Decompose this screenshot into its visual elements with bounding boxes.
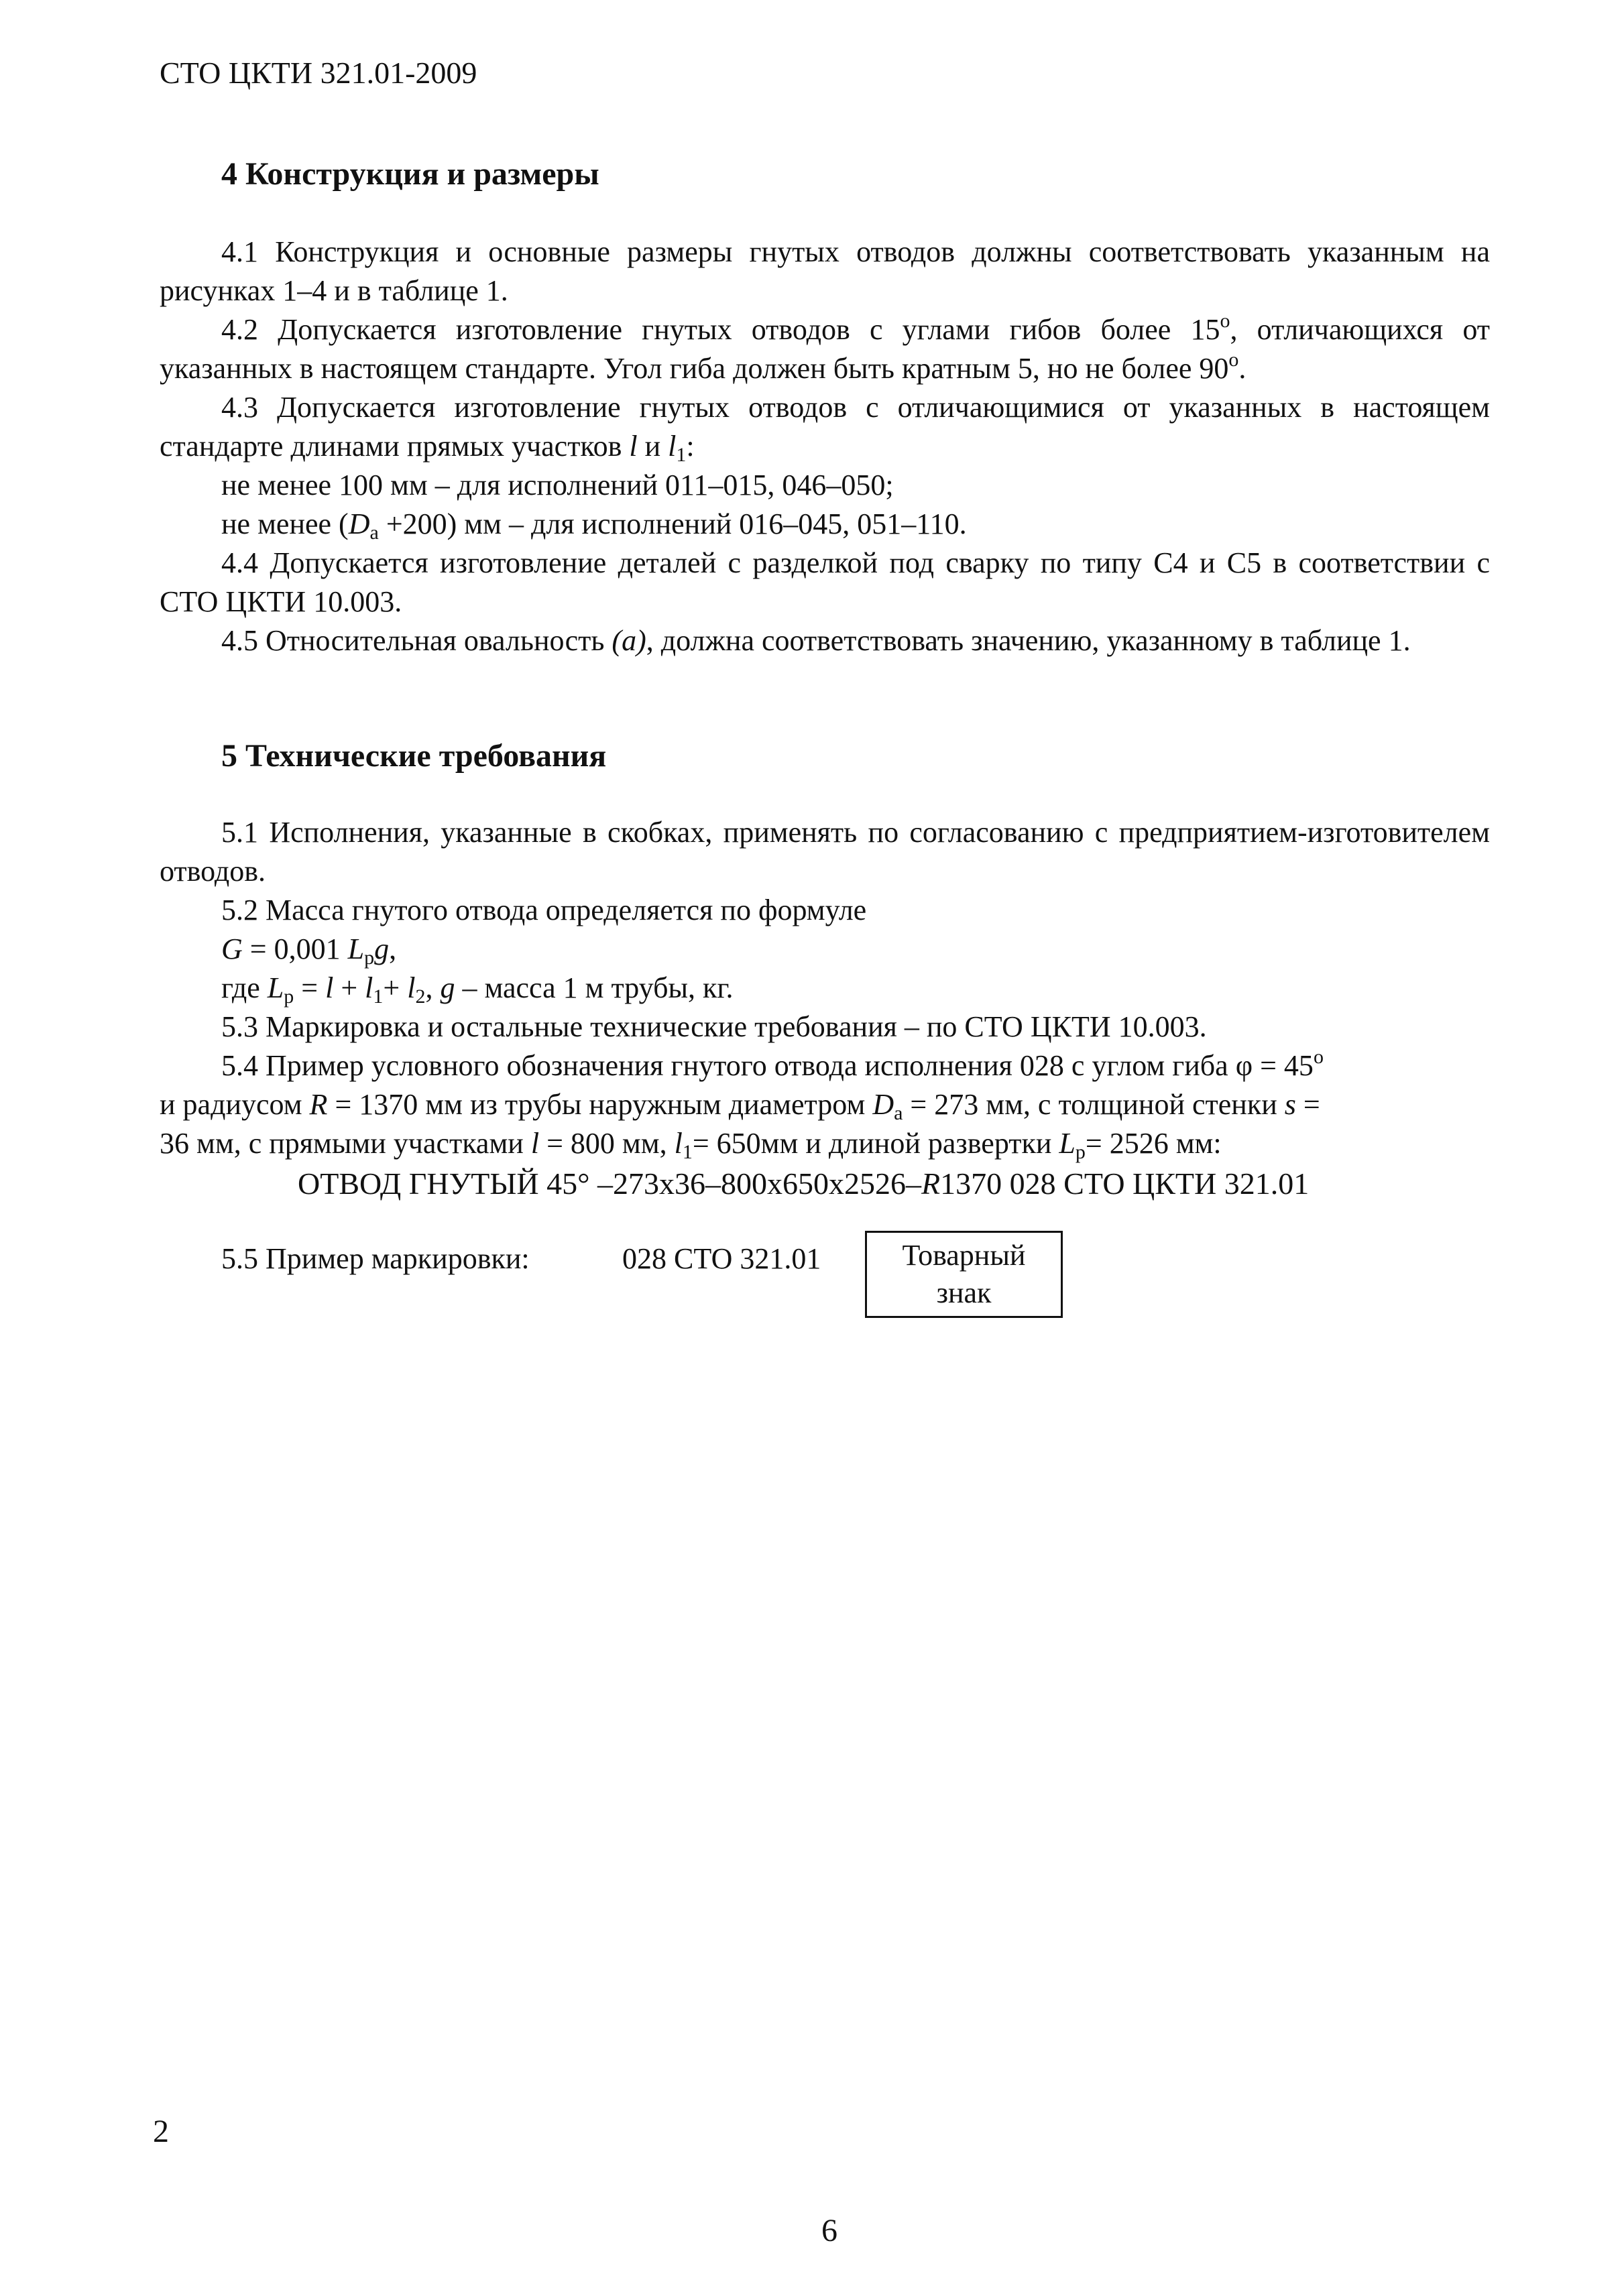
- symbol-l1: l: [365, 971, 373, 1004]
- paragraph-4-3: [160, 388, 1490, 466]
- page-number: 6: [821, 2213, 837, 2248]
- symbol-D: D: [348, 507, 370, 540]
- symbol-l1-sub: 1: [373, 985, 384, 1008]
- where-d: +: [383, 971, 408, 1004]
- paragraph-4-1: 4.1 Конструкция и основные размеры гнутых отводов должны соответствовать указанным на рисунках 1–4 и в таблице 1.: [160, 235, 1490, 307]
- degree-mark: o: [1313, 1046, 1324, 1068]
- symbol-L: L: [1059, 1127, 1076, 1160]
- where-c: +: [333, 971, 365, 1004]
- p4-3-item2-a: не менее (: [221, 507, 349, 540]
- p5-4-line2-b: = 1370 мм из трубы наружным диаметром: [327, 1088, 873, 1121]
- mass-formula: [221, 930, 396, 969]
- p5-4-line3-b: = 800 мм,: [539, 1127, 675, 1160]
- paragraph-4-2: [160, 310, 1490, 388]
- symbol-l1-sub: 1: [682, 1141, 693, 1163]
- section-4-title: 4 Конструкция и размеры: [221, 156, 599, 192]
- symbol-D-sub: a: [369, 522, 379, 544]
- symbol-s: s: [1284, 1088, 1296, 1121]
- designation-example: [298, 1164, 1309, 1203]
- symbol-L-sub: p: [1075, 1141, 1086, 1163]
- symbol-l1: l: [668, 430, 677, 463]
- p4-3-colon: :: [686, 430, 695, 463]
- p4-2-text-a: 4.2 Допускается изготовление гнутых отводов с углами гибов более 15: [221, 313, 1220, 346]
- p4-5-text-b: , должна соответствовать значению, указанному в таблице 1.: [646, 624, 1411, 657]
- left-page-number: 2: [153, 2114, 169, 2149]
- symbol-l: l: [530, 1127, 540, 1160]
- trademark-box: [865, 1231, 1063, 1318]
- symbol-a: (a): [612, 624, 646, 657]
- paragraph-5-4-line-2: [160, 1085, 1320, 1124]
- where-b: =: [294, 971, 326, 1004]
- p4-3-item2-b: +200) мм – для исполнений 016–045, 051–110.: [378, 507, 967, 540]
- symbol-l1-sub: 1: [676, 444, 687, 466]
- p5-4-line1-text: 5.4 Пример условного обозначения гнутого отвода исполнения 028 с углом гиба φ = 45: [221, 1049, 1314, 1082]
- where-f: – масса 1 м трубы, кг.: [455, 971, 734, 1004]
- symbol-l2-sub: 2: [415, 985, 426, 1008]
- where-e: ,: [425, 971, 441, 1004]
- trademark-line-1: Товарный: [902, 1239, 1026, 1272]
- paragraph-5-3: 5.3 Маркировка и остальные технические требования – по СТО ЦКТИ 10.003.: [221, 1010, 1207, 1043]
- section-5-title: 5 Технические требования: [221, 738, 607, 774]
- paragraph-4-4: 4.4 Допускается изготовление деталей с разделкой под сварку по типу С4 и С5 в соответствии с СТО ЦКТИ 10.003.: [160, 546, 1490, 618]
- symbol-l: l: [325, 971, 334, 1004]
- paragraph-5-5-label: 5.5 Пример маркировки:: [221, 1242, 530, 1275]
- paragraph-4-5: [160, 621, 1490, 660]
- p5-4-line2-c: = 273 мм, с толщиной стенки: [903, 1088, 1285, 1121]
- symbol-R: R: [921, 1166, 941, 1201]
- degree-mark: o: [1220, 310, 1230, 332]
- symbol-L: L: [347, 932, 365, 965]
- symbol-l1: l: [674, 1127, 683, 1160]
- symbol-D-sub: a: [894, 1102, 903, 1124]
- paragraph-5-1: 5.1 Исполнения, указанные в скобках, применять по согласованию с предприятием-изготовителем отводов.: [160, 816, 1490, 888]
- symbol-L-sub: p: [364, 947, 375, 969]
- symbol-D: D: [872, 1088, 894, 1121]
- paragraph-5-4-line-3: [160, 1124, 1222, 1163]
- trademark-line-2: знак: [936, 1276, 992, 1309]
- marking-example: 028 СТО 321.01: [622, 1242, 821, 1275]
- where-a: где: [221, 971, 268, 1004]
- p5-4-line3-d: = 2526 мм:: [1085, 1127, 1222, 1160]
- p4-5-text-a: 4.5 Относительная овальность: [221, 624, 612, 657]
- degree-mark: o: [1228, 349, 1239, 371]
- p5-4-line2-a: и радиусом: [160, 1088, 310, 1121]
- document-code: СТО ЦКТИ 321.01-2009: [160, 56, 477, 90]
- p4-2-text-b: , отличающихся от указанных в настоящем стандарте. Угол гиба должен быть кратным 5, но не более 90: [160, 313, 1490, 385]
- symbol-g: g: [440, 971, 455, 1004]
- p5-4-line3-c: = 650мм и длиной развертки: [692, 1127, 1059, 1160]
- paragraph-5-4-line-1: [221, 1046, 1324, 1085]
- p4-3-text: 4.3 Допускается изготовление гнутых отводов с отличающимися от указанных в настоящем стандарте длинами прямых участков: [160, 391, 1490, 463]
- symbol-l2: l: [407, 971, 416, 1004]
- p4-3-and: и: [637, 430, 669, 463]
- paragraph-4-3-item-1: не менее 100 мм – для исполнений 011–015, 046–050;: [221, 469, 894, 501]
- designation-b: 1370 028 СТО ЦКТИ 321.01: [940, 1166, 1310, 1201]
- formula-comma: ,: [389, 932, 397, 965]
- symbol-L-sub: p: [284, 985, 294, 1008]
- p5-4-line2-d: =: [1295, 1088, 1320, 1121]
- symbol-L: L: [267, 971, 284, 1004]
- p5-4-line3-a: 36 мм, с прямыми участками: [160, 1127, 531, 1160]
- designation-a: ОТВОД ГНУТЫЙ 45° –273х36–800х650х2526–: [298, 1166, 922, 1201]
- paragraph-5-2: 5.2 Масса гнутого отвода определяется по формуле: [221, 894, 867, 926]
- symbol-l: l: [629, 430, 638, 463]
- formula-coef: = 0,001: [242, 932, 348, 965]
- symbol-R: R: [309, 1088, 328, 1121]
- p4-2-text-c: .: [1238, 352, 1246, 385]
- symbol-G: G: [221, 932, 243, 965]
- symbol-g: g: [374, 932, 390, 965]
- formula-explanation: [221, 969, 734, 1008]
